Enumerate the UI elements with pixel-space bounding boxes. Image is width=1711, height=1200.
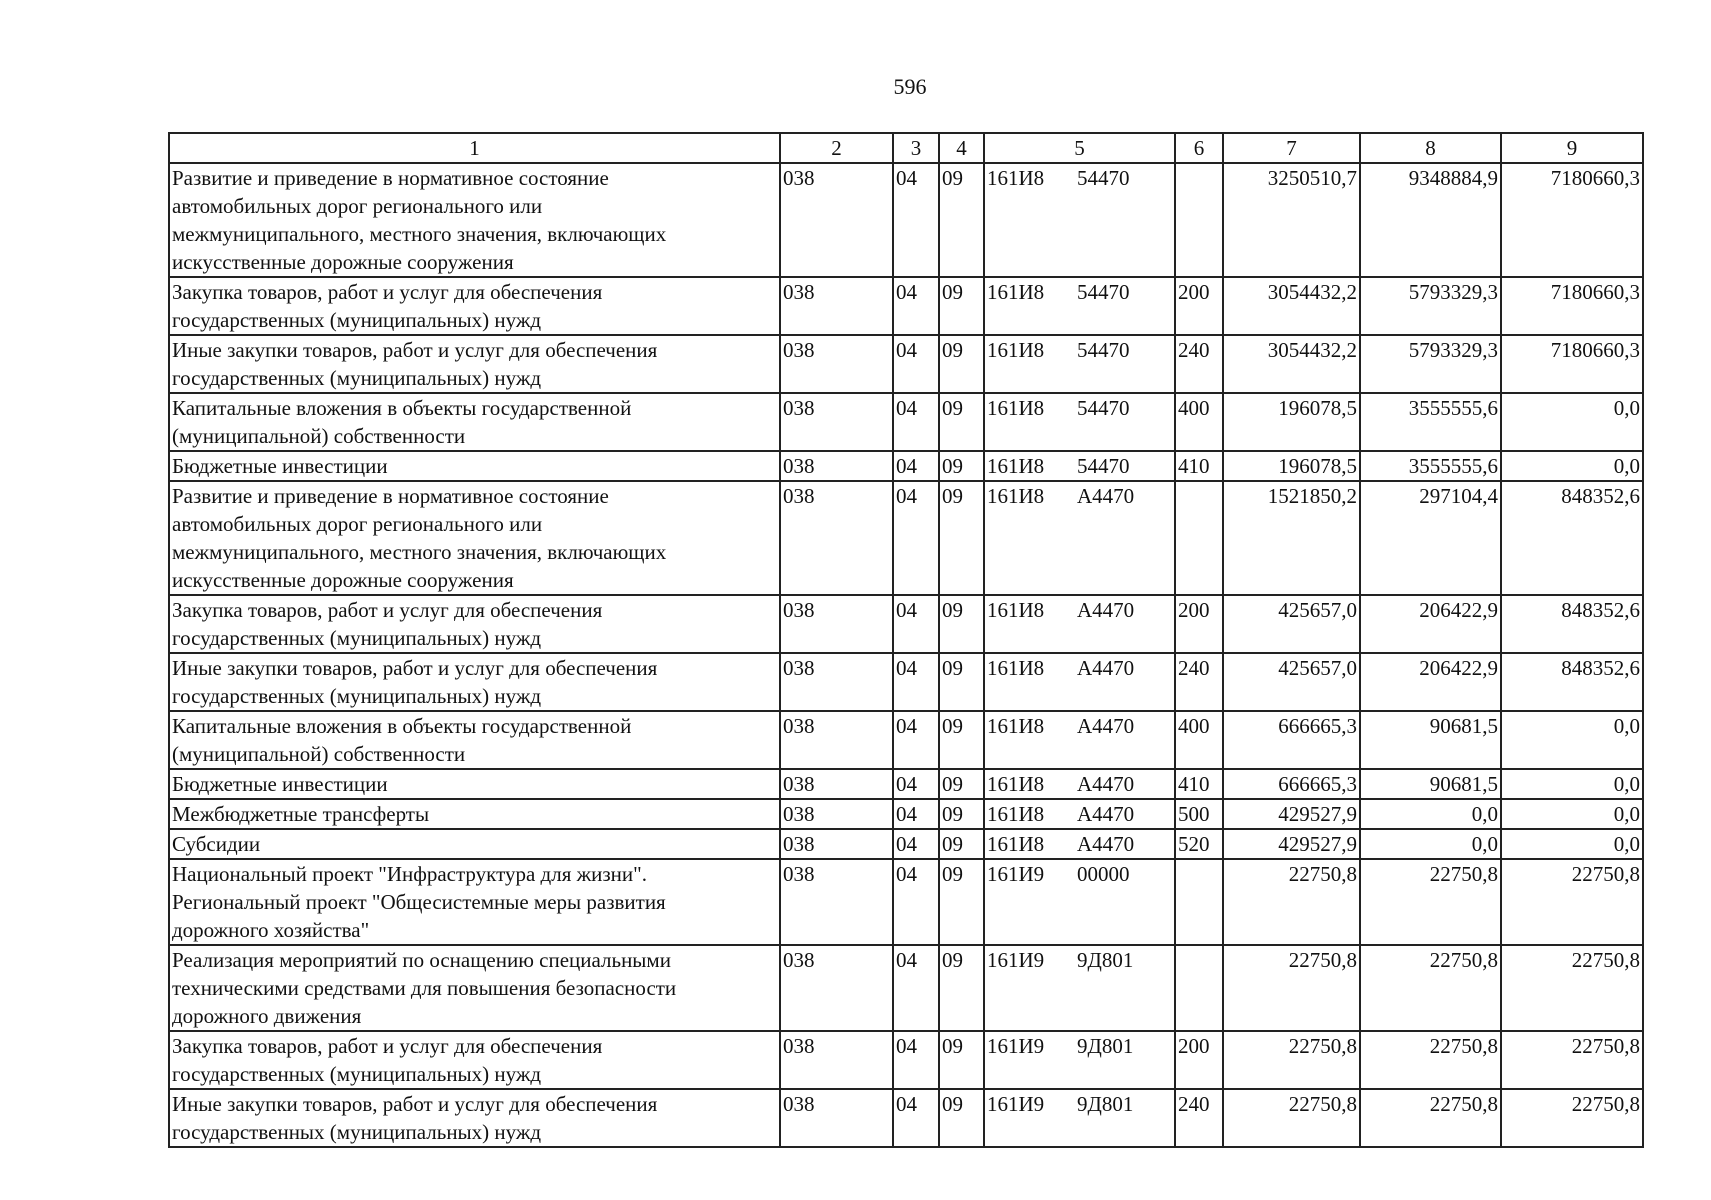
expense-type-code: 410 — [1175, 451, 1223, 481]
amount-col7: 196078,5 — [1223, 393, 1360, 451]
target-direction: А4470 — [1077, 598, 1135, 622]
target-code — [984, 711, 1175, 769]
ministry-code: 038 — [780, 1089, 893, 1147]
amount-col8: 22750,8 — [1360, 1089, 1501, 1147]
target-program: 161И8 — [987, 280, 1045, 304]
page-number: 596 — [893, 74, 927, 99]
subsection-code: 09 — [939, 945, 984, 1031]
item-name: Развитие и приведение в нормативное состояние автомобильных дорог регионального или межмуниципального, местного значения, включающих искусственные дорожные сооружения — [169, 481, 780, 595]
expense-type-code — [1175, 859, 1223, 945]
subsection-code: 09 — [939, 163, 984, 277]
amount-col7: 3250510,7 — [1223, 163, 1360, 277]
target-code — [984, 1031, 1175, 1089]
target-code — [984, 859, 1175, 945]
amount-col8: 22750,8 — [1360, 945, 1501, 1031]
section-code: 04 — [893, 481, 939, 595]
amount-col8: 206422,9 — [1360, 653, 1501, 711]
section-code: 04 — [893, 829, 939, 859]
target-program: 161И8 — [987, 802, 1045, 826]
target-code — [984, 451, 1175, 481]
table-row — [169, 711, 1643, 769]
column-header: 5 — [984, 133, 1175, 163]
target-direction: 9Д801 — [1077, 1092, 1134, 1116]
amount-col9: 848352,6 — [1501, 653, 1643, 711]
amount-col9: 848352,6 — [1501, 481, 1643, 595]
item-name: Иные закупки товаров, работ и услуг для обеспечения государственных (муниципальных) нужд — [169, 335, 780, 393]
target-program: 161И8 — [987, 484, 1045, 508]
amount-col7: 666665,3 — [1223, 769, 1360, 799]
subsection-code: 09 — [939, 859, 984, 945]
amount-col7: 22750,8 — [1223, 1089, 1360, 1147]
table-row — [169, 859, 1643, 945]
target-program: 161И9 — [987, 862, 1045, 886]
expense-type-code: 200 — [1175, 1031, 1223, 1089]
target-code — [984, 277, 1175, 335]
item-name: Межбюджетные трансферты — [169, 799, 780, 829]
expense-type-code: 240 — [1175, 335, 1223, 393]
amount-col7: 3054432,2 — [1223, 277, 1360, 335]
target-code — [984, 769, 1175, 799]
amount-col9: 22750,8 — [1501, 945, 1643, 1031]
amount-col7: 666665,3 — [1223, 711, 1360, 769]
amount-col7: 425657,0 — [1223, 595, 1360, 653]
item-name: Субсидии — [169, 829, 780, 859]
ministry-code: 038 — [780, 799, 893, 829]
amount-col9: 0,0 — [1501, 769, 1643, 799]
amount-col7: 22750,8 — [1223, 945, 1360, 1031]
item-name: Иные закупки товаров, работ и услуг для обеспечения государственных (муниципальных) нужд — [169, 1089, 780, 1147]
subsection-code: 09 — [939, 451, 984, 481]
target-direction: 9Д801 — [1077, 948, 1134, 972]
expense-type-code: 240 — [1175, 653, 1223, 711]
target-program: 161И8 — [987, 166, 1045, 190]
target-direction: 00000 — [1077, 862, 1130, 886]
target-code — [984, 595, 1175, 653]
target-code — [984, 393, 1175, 451]
expense-type-code: 410 — [1175, 769, 1223, 799]
amount-col8: 22750,8 — [1360, 859, 1501, 945]
amount-col7: 22750,8 — [1223, 1031, 1360, 1089]
section-code: 04 — [893, 451, 939, 481]
amount-col8: 0,0 — [1360, 829, 1501, 859]
target-direction: А4470 — [1077, 772, 1135, 796]
amount-col9: 0,0 — [1501, 829, 1643, 859]
amount-col8: 0,0 — [1360, 799, 1501, 829]
section-code: 04 — [893, 163, 939, 277]
column-header: 4 — [939, 133, 984, 163]
amount-col7: 1521850,2 — [1223, 481, 1360, 595]
item-name: Бюджетные инвестиции — [169, 451, 780, 481]
target-code — [984, 481, 1175, 595]
ministry-code: 038 — [780, 163, 893, 277]
item-name: Капитальные вложения в объекты государственной (муниципальной) собственности — [169, 393, 780, 451]
table-row — [169, 799, 1643, 829]
target-program: 161И8 — [987, 598, 1045, 622]
subsection-code: 09 — [939, 277, 984, 335]
subsection-code: 09 — [939, 481, 984, 595]
item-name: Капитальные вложения в объекты государственной (муниципальной) собственности — [169, 711, 780, 769]
subsection-code: 09 — [939, 653, 984, 711]
column-header: 8 — [1360, 133, 1501, 163]
item-name: Закупка товаров, работ и услуг для обеспечения государственных (муниципальных) нужд — [169, 1031, 780, 1089]
section-code: 04 — [893, 335, 939, 393]
ministry-code: 038 — [780, 945, 893, 1031]
expense-type-code: 520 — [1175, 829, 1223, 859]
item-name: Закупка товаров, работ и услуг для обеспечения государственных (муниципальных) нужд — [169, 277, 780, 335]
subsection-code: 09 — [939, 769, 984, 799]
section-code: 04 — [893, 1031, 939, 1089]
expense-type-code: 200 — [1175, 595, 1223, 653]
section-code: 04 — [893, 859, 939, 945]
target-program: 161И8 — [987, 454, 1045, 478]
ministry-code: 038 — [780, 481, 893, 595]
section-code: 04 — [893, 277, 939, 335]
header-row — [169, 133, 1643, 163]
subsection-code: 09 — [939, 799, 984, 829]
table-row — [169, 163, 1643, 277]
amount-col7: 196078,5 — [1223, 451, 1360, 481]
column-header: 7 — [1223, 133, 1360, 163]
section-code: 04 — [893, 393, 939, 451]
item-name: Иные закупки товаров, работ и услуг для обеспечения государственных (муниципальных) нужд — [169, 653, 780, 711]
amount-col8: 5793329,3 — [1360, 277, 1501, 335]
table-row — [169, 335, 1643, 393]
ministry-code: 038 — [780, 653, 893, 711]
target-code — [984, 945, 1175, 1031]
item-name: Национальный проект "Инфраструктура для жизни". Региональный проект "Общесистемные меры развития дорожного хозяйства" — [169, 859, 780, 945]
expense-type-code — [1175, 481, 1223, 595]
item-name: Бюджетные инвестиции — [169, 769, 780, 799]
table-row — [169, 595, 1643, 653]
expense-type-code: 400 — [1175, 711, 1223, 769]
target-direction: 54470 — [1077, 396, 1130, 420]
subsection-code: 09 — [939, 595, 984, 653]
section-code: 04 — [893, 945, 939, 1031]
expense-type-code: 500 — [1175, 799, 1223, 829]
target-direction: А4470 — [1077, 484, 1135, 508]
ministry-code: 038 — [780, 277, 893, 335]
amount-col8: 9348884,9 — [1360, 163, 1501, 277]
amount-col9: 22750,8 — [1501, 859, 1643, 945]
item-name: Развитие и приведение в нормативное состояние автомобильных дорог регионального или межмуниципального, местного значения, включающих искусственные дорожные сооружения — [169, 163, 780, 277]
amount-col9: 0,0 — [1501, 451, 1643, 481]
expense-type-code: 400 — [1175, 393, 1223, 451]
target-direction: 9Д801 — [1077, 1034, 1134, 1058]
table-row — [169, 653, 1643, 711]
ministry-code: 038 — [780, 769, 893, 799]
target-direction: 54470 — [1077, 338, 1130, 362]
expense-type-code: 240 — [1175, 1089, 1223, 1147]
target-direction: 54470 — [1077, 280, 1130, 304]
target-direction: 54470 — [1077, 454, 1130, 478]
subsection-code: 09 — [939, 711, 984, 769]
item-name: Реализация мероприятий по оснащению специальными техническими средствами для повышения безопасности дорожного движения — [169, 945, 780, 1031]
target-direction: А4470 — [1077, 656, 1135, 680]
amount-col8: 206422,9 — [1360, 595, 1501, 653]
amount-col7: 429527,9 — [1223, 799, 1360, 829]
budget-table — [168, 132, 1644, 1148]
ministry-code: 038 — [780, 711, 893, 769]
amount-col8: 297104,4 — [1360, 481, 1501, 595]
target-code — [984, 1089, 1175, 1147]
target-program: 161И8 — [987, 338, 1045, 362]
table-row — [169, 945, 1643, 1031]
amount-col8: 5793329,3 — [1360, 335, 1501, 393]
section-code: 04 — [893, 711, 939, 769]
section-code: 04 — [893, 1089, 939, 1147]
section-code: 04 — [893, 595, 939, 653]
target-program: 161И9 — [987, 1034, 1045, 1058]
ministry-code: 038 — [780, 829, 893, 859]
ministry-code: 038 — [780, 451, 893, 481]
subsection-code: 09 — [939, 829, 984, 859]
table-row — [169, 277, 1643, 335]
amount-col9: 7180660,3 — [1501, 163, 1643, 277]
section-code: 04 — [893, 799, 939, 829]
ministry-code: 038 — [780, 1031, 893, 1089]
target-program: 161И8 — [987, 396, 1045, 420]
subsection-code: 09 — [939, 1031, 984, 1089]
target-program: 161И9 — [987, 1092, 1045, 1116]
amount-col9: 7180660,3 — [1501, 277, 1643, 335]
amount-col9: 0,0 — [1501, 711, 1643, 769]
amount-col7: 3054432,2 — [1223, 335, 1360, 393]
amount-col9: 22750,8 — [1501, 1031, 1643, 1089]
amount-col8: 90681,5 — [1360, 711, 1501, 769]
table-row — [169, 1031, 1643, 1089]
expense-type-code: 200 — [1175, 277, 1223, 335]
column-header: 1 — [169, 133, 780, 163]
section-code: 04 — [893, 653, 939, 711]
target-program: 161И8 — [987, 656, 1045, 680]
target-direction: 54470 — [1077, 166, 1130, 190]
column-header: 6 — [1175, 133, 1223, 163]
amount-col9: 22750,8 — [1501, 1089, 1643, 1147]
target-code — [984, 829, 1175, 859]
amount-col9: 0,0 — [1501, 393, 1643, 451]
amount-col7: 429527,9 — [1223, 829, 1360, 859]
expense-type-code — [1175, 945, 1223, 1031]
table-row — [169, 1089, 1643, 1147]
table-row — [169, 829, 1643, 859]
column-header: 9 — [1501, 133, 1643, 163]
target-program: 161И9 — [987, 948, 1045, 972]
ministry-code: 038 — [780, 859, 893, 945]
table-row — [169, 769, 1643, 799]
target-code — [984, 163, 1175, 277]
amount-col7: 425657,0 — [1223, 653, 1360, 711]
target-code — [984, 653, 1175, 711]
column-header: 3 — [893, 133, 939, 163]
ministry-code: 038 — [780, 393, 893, 451]
amount-col7: 22750,8 — [1223, 859, 1360, 945]
section-code: 04 — [893, 769, 939, 799]
amount-col9: 848352,6 — [1501, 595, 1643, 653]
target-program: 161И8 — [987, 772, 1045, 796]
expense-type-code — [1175, 163, 1223, 277]
amount-col8: 3555555,6 — [1360, 451, 1501, 481]
target-code — [984, 799, 1175, 829]
target-direction: А4470 — [1077, 714, 1135, 738]
ministry-code: 038 — [780, 595, 893, 653]
subsection-code: 09 — [939, 393, 984, 451]
subsection-code: 09 — [939, 335, 984, 393]
subsection-code: 09 — [939, 1089, 984, 1147]
amount-col8: 90681,5 — [1360, 769, 1501, 799]
target-direction: А4470 — [1077, 832, 1135, 856]
table-row — [169, 451, 1643, 481]
target-code — [984, 335, 1175, 393]
ministry-code: 038 — [780, 335, 893, 393]
item-name: Закупка товаров, работ и услуг для обеспечения государственных (муниципальных) нужд — [169, 595, 780, 653]
table-row — [169, 481, 1643, 595]
target-program: 161И8 — [987, 714, 1045, 738]
table-row — [169, 393, 1643, 451]
amount-col8: 22750,8 — [1360, 1031, 1501, 1089]
column-header: 2 — [780, 133, 893, 163]
target-program: 161И8 — [987, 832, 1045, 856]
amount-col9: 7180660,3 — [1501, 335, 1643, 393]
target-direction: А4470 — [1077, 802, 1135, 826]
amount-col9: 0,0 — [1501, 799, 1643, 829]
amount-col8: 3555555,6 — [1360, 393, 1501, 451]
